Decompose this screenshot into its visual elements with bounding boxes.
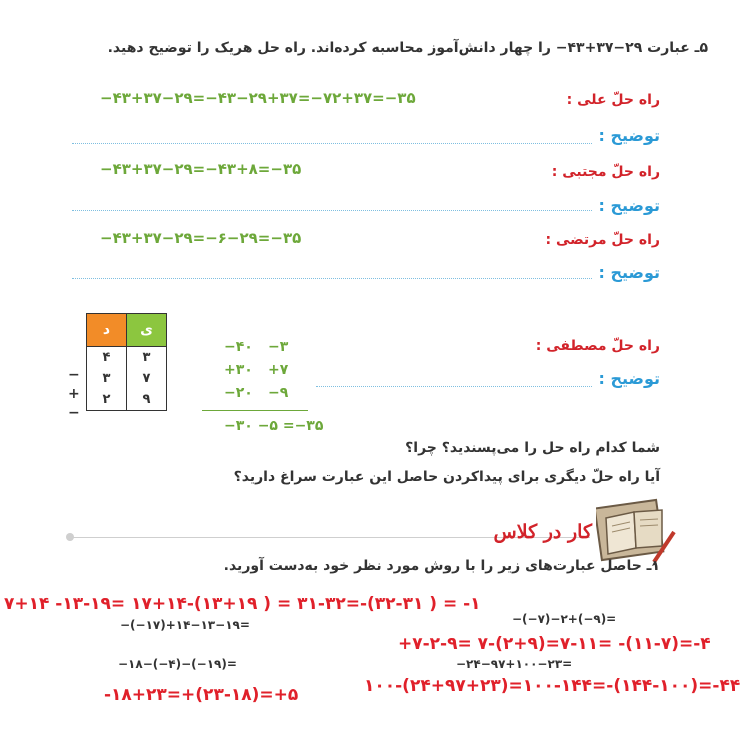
table-header-ones: ی	[127, 314, 167, 347]
col-ones: +۷	[268, 362, 289, 378]
row-sign: −	[68, 405, 80, 421]
table-cell: ۲	[87, 389, 127, 411]
solution-label-morteza: راه حلّ مرتضی :	[545, 232, 660, 248]
explain-label-morteza: توضیح :	[598, 263, 660, 282]
col-tens: +۳۰	[224, 362, 253, 378]
explain-label-mojtaba: توضیح :	[598, 196, 660, 215]
solution-label-ali: راه حلّ علی :	[566, 92, 660, 108]
place-value-table	[86, 313, 167, 411]
row-sign: −	[68, 367, 80, 383]
problem-statement: ۵ـ عبارت ۲۹−۳۷+۴۳− را چهار دانش‌آموز محاسبه کرده‌اند. راه حل هریک را توضیح دهید.	[107, 40, 708, 56]
col-ones: −۳	[268, 339, 289, 355]
solution-equation-morteza: −۴۳+۳۷−۲۹=−۶−۲۹=−۳۵	[100, 229, 302, 247]
table-cell: ۷	[127, 368, 167, 389]
explain-line-ali[interactable]	[72, 143, 592, 144]
explain-label-ali: توضیح :	[598, 126, 660, 145]
sum-line	[202, 410, 308, 411]
solution-equation-ali: −۴۳+۳۷−۲۹=−۴۳−۲۹+۳۷=−۷۲+۳۷=−۳۵	[100, 89, 416, 107]
expression-b: −(−۷)−۲+(−۹)=	[512, 612, 617, 626]
question-preference: شما کدام راه حل را می‌پسندید؟ چرا؟	[405, 440, 660, 456]
row-sign: +	[68, 386, 80, 402]
row-signs	[68, 366, 80, 423]
table-cell: ۴	[87, 347, 127, 369]
classwork-title: کار در کلاس	[493, 521, 592, 543]
explain-line-morteza[interactable]	[72, 278, 592, 279]
answer-b: +۷-۲-۹= ۷-(۲+۹)=۷-۱۱= -(۱۱-۷)=-۴	[398, 634, 711, 654]
solution-equation-mojtaba: −۴۳+۳۷−۲۹=−۴۳+۸=−۳۵	[100, 160, 302, 178]
expression-d: −۲۴−۹۷+۱۰۰−۲۳=	[456, 657, 573, 671]
explain-label-mostafa: توضیح :	[598, 369, 660, 388]
col-ones: −۹	[268, 385, 289, 401]
table-header-tens: د	[87, 314, 127, 347]
book-icon	[596, 498, 678, 566]
answer-a: ۷+۱۴ -۱۳-۱۹= ۱۷+۱۴-(۱۳+۱۹ ) = ۳۱-۳۲=-(۳۲-۳۱ ) = -۱	[4, 594, 481, 614]
explain-line-mojtaba[interactable]	[72, 210, 592, 211]
table-cell: ۳	[127, 347, 167, 369]
question-other-method: آیا راه حلّ دیگری برای پیداکردن حاصل این عبارت سراغ دارید؟	[233, 469, 660, 485]
col-tens: −۲۰	[224, 385, 253, 401]
col-result: −۳۰ −۵ =−۳۵	[224, 418, 324, 434]
expression-a: −(−۱۷)+۱۴−۱۳−۱۹=	[120, 618, 250, 632]
answer-c: -۱۸+۲۳=+(۲۳-۱۸)=+۵	[104, 685, 299, 705]
table-cell: ۳	[87, 368, 127, 389]
answer-d: ۱۰۰-(۲۴+۹۷+۲۳)=۱۰۰-۱۴۴=-(۱۴۴-۱۰۰)=-۴۴	[364, 676, 740, 696]
classwork-instruction: ۱ـ حاصل عبارت‌های زیر را با روش مورد نظر خود به‌دست آورید.	[223, 558, 660, 574]
solution-label-mojtaba: راه حلّ مجتبی :	[551, 164, 660, 180]
explain-line-mostafa[interactable]	[316, 386, 592, 387]
solution-label-mostafa: راه حلّ مصطفی :	[535, 338, 660, 354]
table-cell: ۹	[127, 389, 167, 411]
expression-c: −۱۸−(−۴)−(−۱۹)=	[118, 657, 237, 671]
col-tens: −۴۰	[224, 339, 253, 355]
